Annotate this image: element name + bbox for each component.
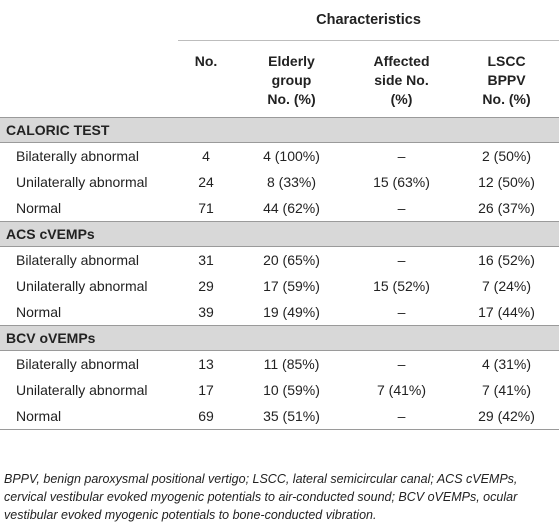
- cell-elderly: 20 (65%): [263, 252, 320, 268]
- cell-affected: –: [397, 200, 406, 216]
- cell-lscc: 12 (50%): [478, 174, 535, 190]
- column-header-elderly: Elderly group No. (%): [267, 53, 316, 107]
- cell-no: 24: [198, 174, 214, 190]
- cell-no: 17: [198, 382, 214, 398]
- cell-no: 29: [198, 278, 214, 294]
- row-label: Bilaterally abnormal: [16, 252, 139, 268]
- cell-elderly: 44 (62%): [263, 200, 320, 216]
- cell-lscc: 29 (42%): [454, 403, 559, 430]
- column-header-lscc-bppv: LSCC BPPV No. (%): [482, 53, 531, 107]
- cell-elderly: 11 (85%): [263, 356, 320, 372]
- row-label: Bilaterally abnormal: [16, 356, 139, 372]
- table-row: [0, 169, 559, 195]
- cell-affected: 15 (52%): [373, 278, 430, 294]
- cell-no: 31: [198, 252, 214, 268]
- table-row: [0, 299, 559, 326]
- cell-lscc: 7 (41%): [482, 382, 532, 398]
- table-footnote: BPPV, benign paroxysmal positional vertigo; LSCC, lateral semicircular canal; ACS cVEMPs, cervical vestibular evoked myogenic potentials to air-conducted sound; BCV oVEMPs, ocular vestibular evoked myogenic potentials to bone-conducted vibration.: [4, 472, 518, 522]
- row-label: Unilaterally abnormal: [16, 278, 148, 294]
- table-row: [0, 247, 559, 274]
- table-row: [0, 195, 559, 222]
- cell-no: 39: [198, 304, 214, 320]
- row-label: Normal: [16, 200, 62, 216]
- section-header-bcv-ovemps: BCV oVEMPs: [0, 326, 559, 351]
- table-row: [0, 403, 559, 430]
- section-header-caloric-test: CALORIC TEST: [0, 118, 559, 143]
- cell-lscc: 4 (31%): [482, 356, 532, 372]
- cell-elderly: 4 (100%): [263, 148, 320, 164]
- row-label: Unilaterally abnormal: [16, 382, 148, 398]
- cell-lscc: 7 (24%): [482, 278, 532, 294]
- cell-affected: –: [397, 148, 406, 164]
- cell-elderly: 17 (59%): [263, 278, 320, 294]
- cell-affected: –: [397, 356, 406, 372]
- row-label: Normal: [16, 304, 62, 320]
- cell-elderly: 8 (33%): [266, 174, 317, 190]
- cell-affected: –: [397, 304, 406, 320]
- column-header-row: [0, 41, 559, 118]
- cell-lscc: 17 (44%): [478, 304, 535, 320]
- cell-lscc: 16 (52%): [478, 252, 535, 268]
- row-label: Normal: [0, 403, 178, 430]
- table-row: [0, 273, 559, 299]
- table-row: [0, 143, 559, 170]
- cell-no: 13: [198, 356, 214, 372]
- section-header-acs-cvemps: ACS cVEMPs: [0, 222, 559, 247]
- header-blank: [0, 41, 178, 118]
- cell-elderly: 10 (59%): [263, 382, 320, 398]
- characteristics-header: Characteristics: [178, 0, 559, 41]
- row-label: Unilaterally abnormal: [16, 174, 148, 190]
- cell-affected: –: [349, 403, 454, 430]
- cell-lscc: 26 (37%): [478, 200, 535, 216]
- cell-affected: 7 (41%): [376, 382, 427, 398]
- column-header-no: No.: [194, 53, 218, 69]
- column-header-affected-side: Affected side No. (%): [373, 53, 430, 107]
- row-label: Bilaterally abnormal: [16, 148, 139, 164]
- cell-no: 4: [202, 148, 210, 164]
- table-row: [0, 377, 559, 403]
- cell-elderly: 19 (49%): [263, 304, 320, 320]
- cell-no: 69: [178, 403, 234, 430]
- header-empty-cell: [0, 0, 178, 41]
- table-row: [0, 351, 559, 378]
- cell-no: 71: [198, 200, 214, 216]
- cell-affected: 15 (63%): [373, 174, 430, 190]
- cell-elderly: 35 (51%): [234, 403, 349, 430]
- cell-lscc: 2 (50%): [482, 148, 532, 164]
- cell-affected: –: [397, 252, 406, 268]
